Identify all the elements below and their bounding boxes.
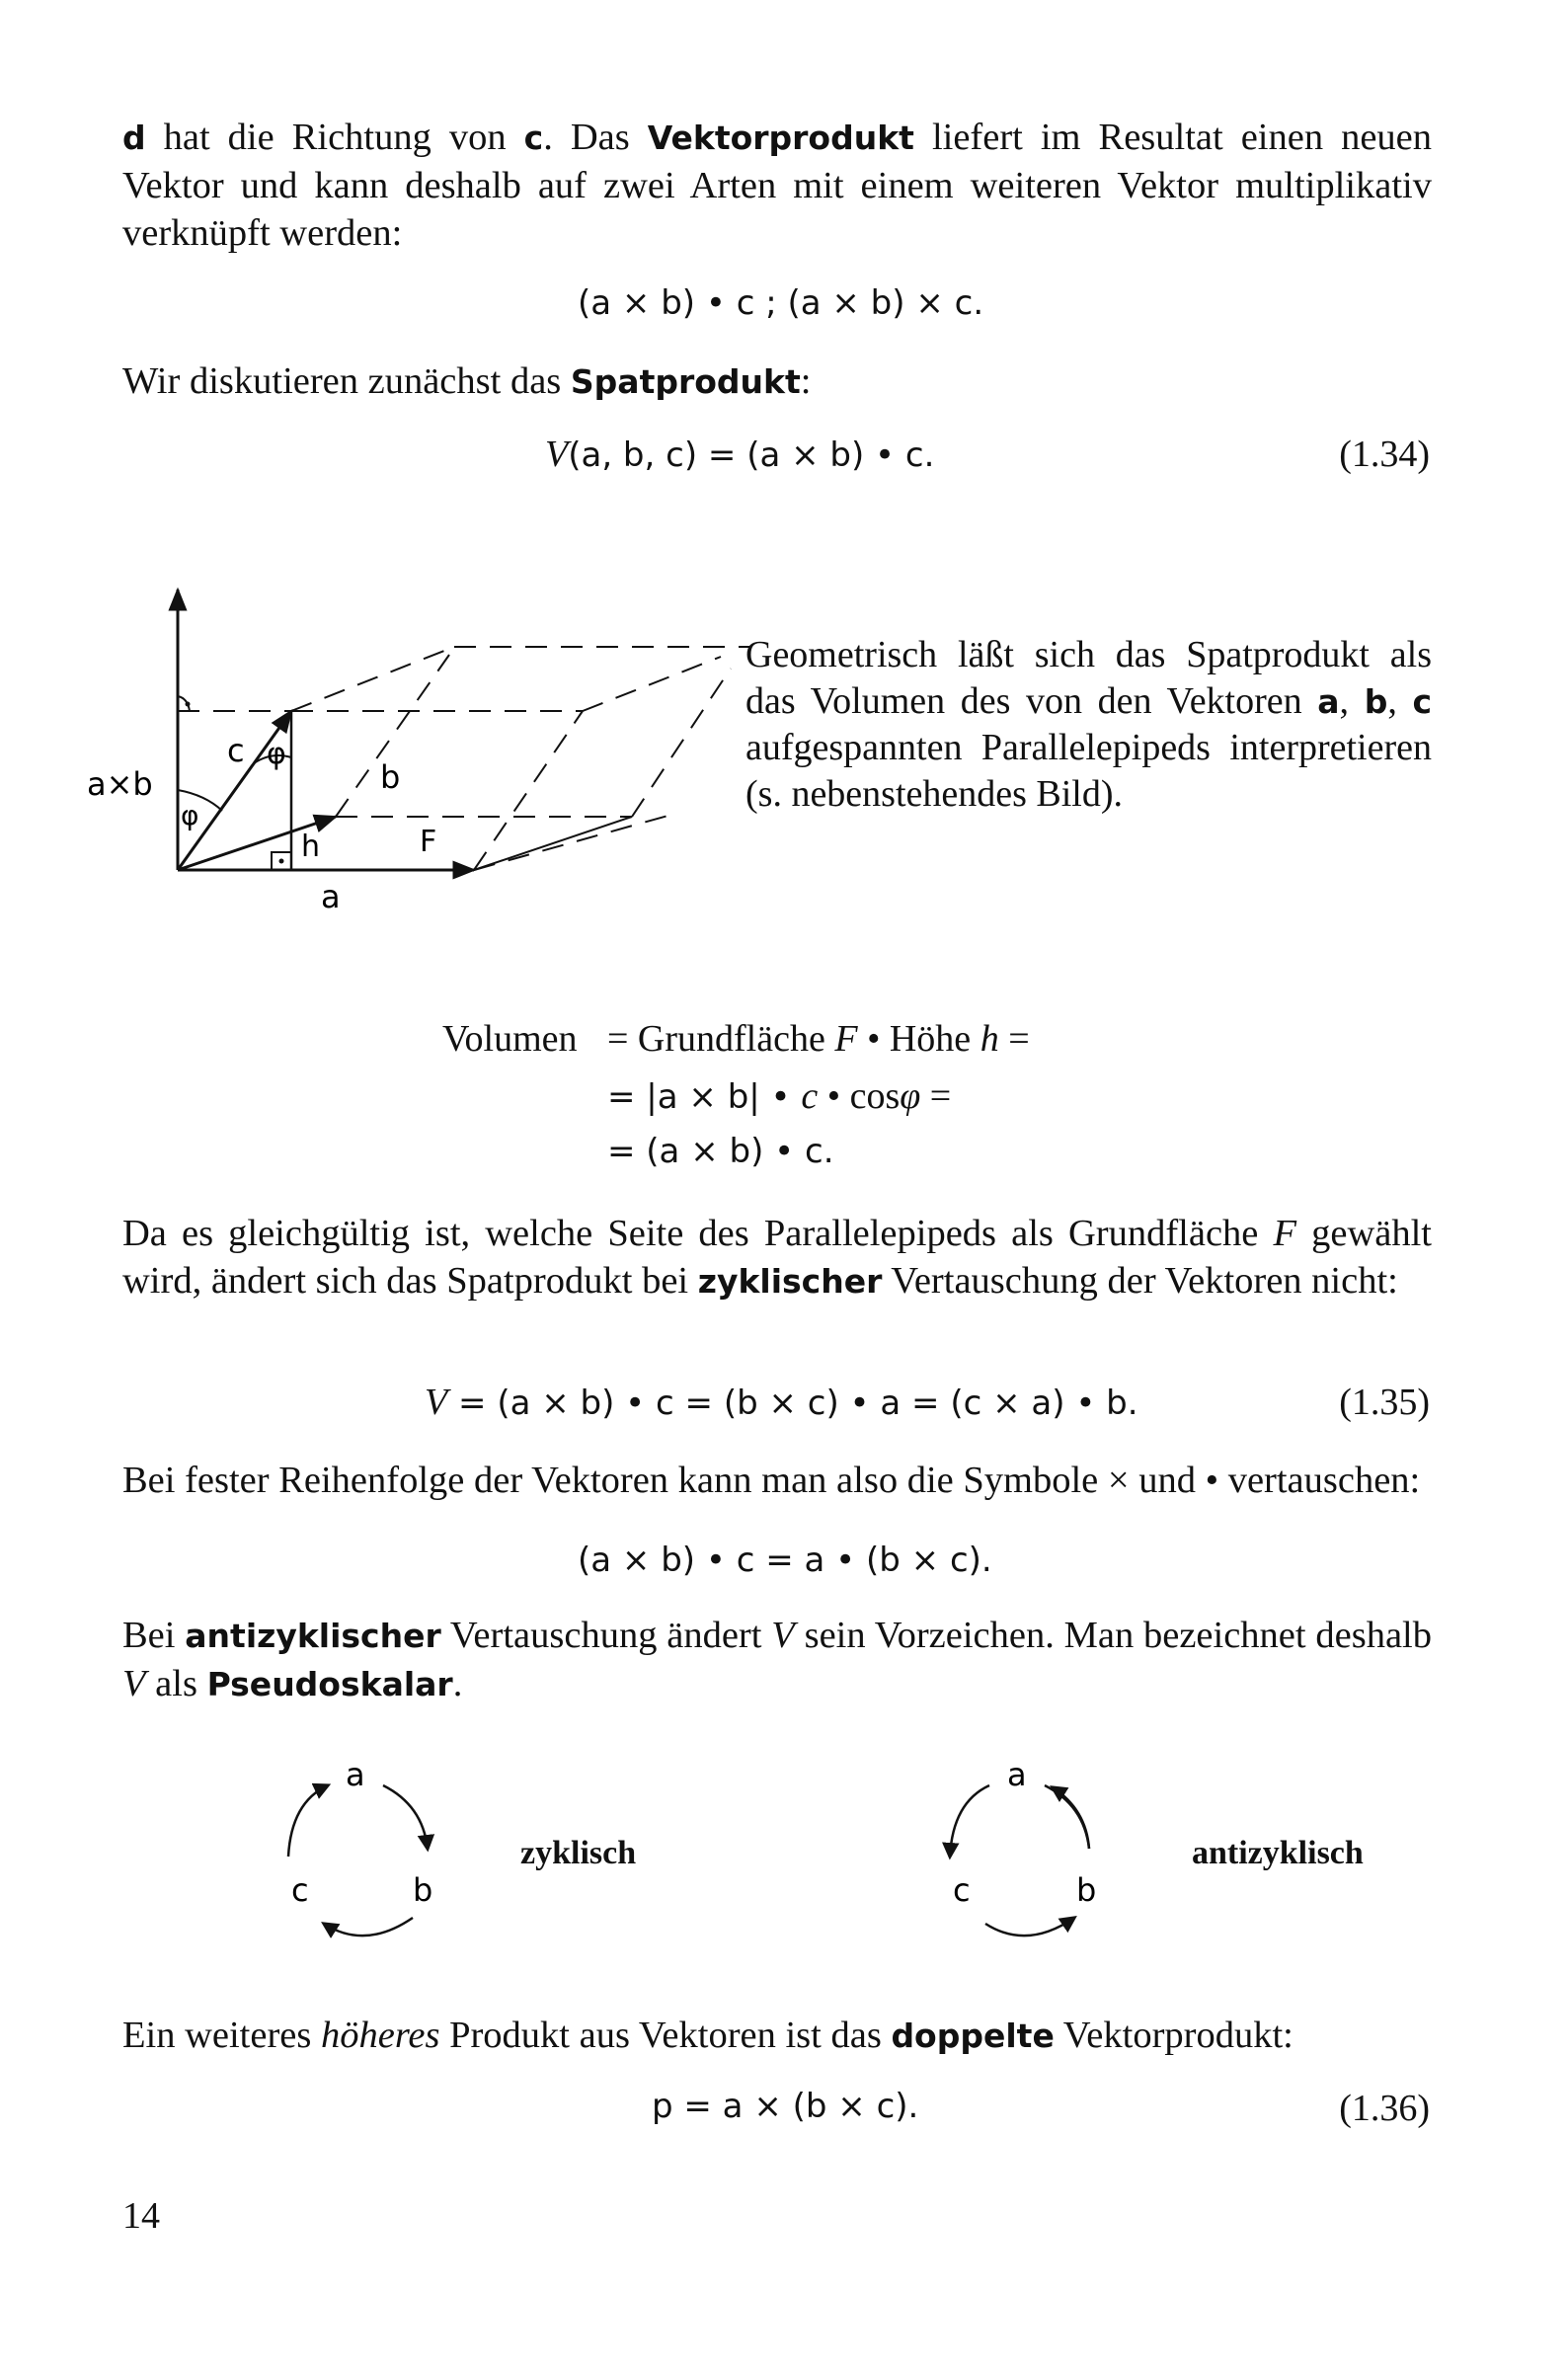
equation-number-1-36: (1.36) — [1339, 2088, 1430, 2129]
paragraph-spatprodukt: Wir diskutieren zunächst das Spatprodukt: — [122, 360, 812, 402]
volume-lhs: Volumen — [442, 1018, 578, 1060]
paragraph-pseudoskalar: Bei antizyklischer Vertauschung ändert V sein Vorzeichen. Man bezeichnet deshalb V als Pseudoskalar. — [122, 1615, 1433, 1704]
label-zyklisch: zyklisch — [520, 1835, 637, 1871]
paragraph-doppeltes-produkt: Ein weiteres höheres Produkt aus Vektoren ist das doppelte Vektorprodukt: — [122, 2015, 1294, 2056]
equation-1-36: p = a × (b × c). — [652, 2087, 919, 2126]
cycle-diagram-zyklisch — [267, 1748, 494, 1960]
parallelepiped-figure — [79, 578, 750, 933]
svg-text:a: a — [1007, 1756, 1027, 1793]
svg-text:b: b — [1076, 1871, 1097, 1909]
paragraph-intro: d hat die Richtung von c. Das Vektorprodukt liefert im Resultat einen neuen Vektor und kann deshalb auf zwei Arten mit einem weiteren Vektor multiplikativ verknüpft werden: — [122, 117, 1433, 254]
label-a: a — [321, 878, 341, 915]
equation-swap: (a × b) • c = a • (b × c). — [578, 1541, 992, 1580]
label-b: b — [380, 758, 401, 796]
label-h: h — [301, 830, 321, 864]
label-phi-bottom: φ — [181, 799, 199, 831]
label-F: F — [420, 825, 437, 859]
volume-line-1: = Grundfläche F • Höhe h = — [607, 1018, 1030, 1060]
label-c: c — [227, 732, 245, 769]
label-phi-top: φ — [267, 737, 286, 771]
paragraph-symbols: Bei fester Reihenfolge der Vektoren kann man also die Symbole × und • vertauschen: — [122, 1460, 1421, 1501]
volume-line-3: = (a × b) • c. — [607, 1132, 834, 1171]
paragraph-zyklisch: Da es gleichgültig ist, welche Seite des Parallelepipeds als Grundfläche F gewählt wird, ändert sich das Spatprodukt bei zyklischer Vertauschung der Vektoren nicht: — [122, 1213, 1432, 1302]
equation-1-35: V = (a × b) • c = (b × c) • a = (c × a) • b. — [425, 1382, 1138, 1423]
svg-text:c: c — [291, 1871, 309, 1909]
equation-products: (a × b) • c ; (a × b) × c. — [578, 283, 984, 323]
svg-text:a: a — [346, 1756, 365, 1793]
svg-text:c: c — [953, 1871, 971, 1909]
label-axb: a×b — [87, 765, 153, 803]
volume-line-2: = |a × b| • c • cosφ = — [607, 1075, 952, 1117]
page-number: 14 — [122, 2195, 160, 2237]
svg-text:b: b — [413, 1871, 433, 1909]
figure-caption: Geometrisch läßt sich das Spatprodukt als das Volumen des von den Vektoren a, b, c aufgespannten Parallelepipeds interpretieren (s. nebenstehendes Bild). — [745, 634, 1433, 815]
equation-number-1-34: (1.34) — [1339, 434, 1430, 475]
label-antizyklisch: antizyklisch — [1192, 1835, 1364, 1871]
equation-number-1-35: (1.35) — [1339, 1382, 1430, 1423]
equation-1-34: V(a, b, c) = (a × b) • c. — [545, 434, 935, 475]
cycle-diagram-antizyklisch — [928, 1748, 1155, 1960]
